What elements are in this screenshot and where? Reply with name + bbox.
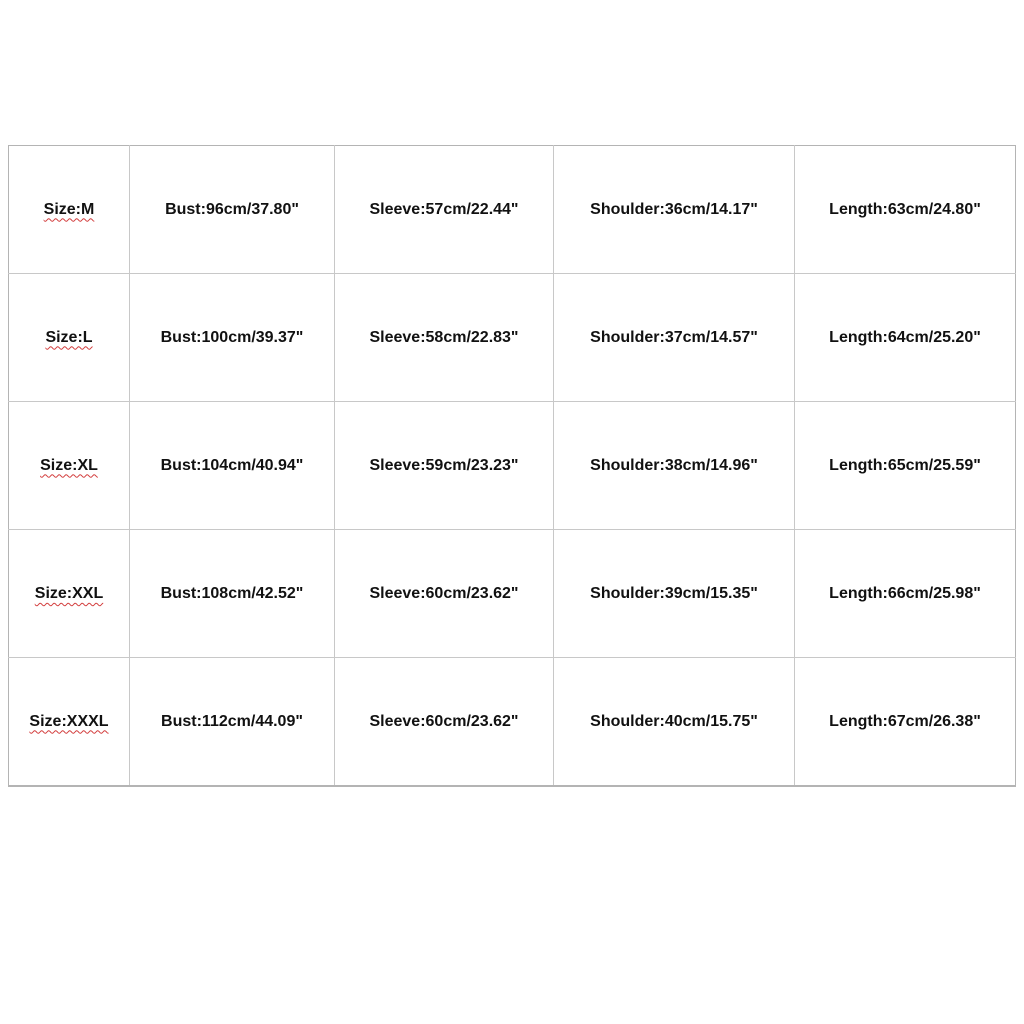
length-cell: Length:67cm/26.38" <box>795 658 1016 786</box>
table-row <box>9 530 1016 658</box>
size-label: Size:XXL <box>34 584 104 602</box>
sleeve-cell: Sleeve:59cm/23.23" <box>335 402 554 530</box>
bust-cell: Bust:112cm/44.09" <box>130 658 335 786</box>
shoulder-cell: Shoulder:38cm/14.96" <box>554 402 795 530</box>
table-row <box>9 274 1016 402</box>
bust-cell: Bust:96cm/37.80" <box>130 146 335 274</box>
table-row <box>9 146 1016 274</box>
size-cell <box>9 274 130 402</box>
size-label: Size:L <box>45 328 93 346</box>
size-cell <box>9 146 130 274</box>
size-chart-table <box>8 145 1016 787</box>
bust-cell: Bust:108cm/42.52" <box>130 530 335 658</box>
size-cell <box>9 402 130 530</box>
length-cell: Length:63cm/24.80" <box>795 146 1016 274</box>
table-row <box>9 658 1016 786</box>
bust-cell: Bust:104cm/40.94" <box>130 402 335 530</box>
sleeve-cell: Sleeve:60cm/23.62" <box>335 530 554 658</box>
size-cell <box>9 530 130 658</box>
length-cell: Length:65cm/25.59" <box>795 402 1016 530</box>
size-cell <box>9 658 130 786</box>
sleeve-cell: Sleeve:58cm/22.83" <box>335 274 554 402</box>
shoulder-cell: Shoulder:37cm/14.57" <box>554 274 795 402</box>
shoulder-cell: Shoulder:40cm/15.75" <box>554 658 795 786</box>
table-row <box>9 402 1016 530</box>
size-label: Size:M <box>43 200 95 218</box>
length-cell: Length:64cm/25.20" <box>795 274 1016 402</box>
size-label: Size:XL <box>40 456 98 474</box>
sleeve-cell: Sleeve:57cm/22.44" <box>335 146 554 274</box>
size-label: Size:XXXL <box>29 712 109 730</box>
bust-cell: Bust:100cm/39.37" <box>130 274 335 402</box>
shoulder-cell: Shoulder:39cm/15.35" <box>554 530 795 658</box>
length-cell: Length:66cm/25.98" <box>795 530 1016 658</box>
sleeve-cell: Sleeve:60cm/23.62" <box>335 658 554 786</box>
shoulder-cell: Shoulder:36cm/14.17" <box>554 146 795 274</box>
